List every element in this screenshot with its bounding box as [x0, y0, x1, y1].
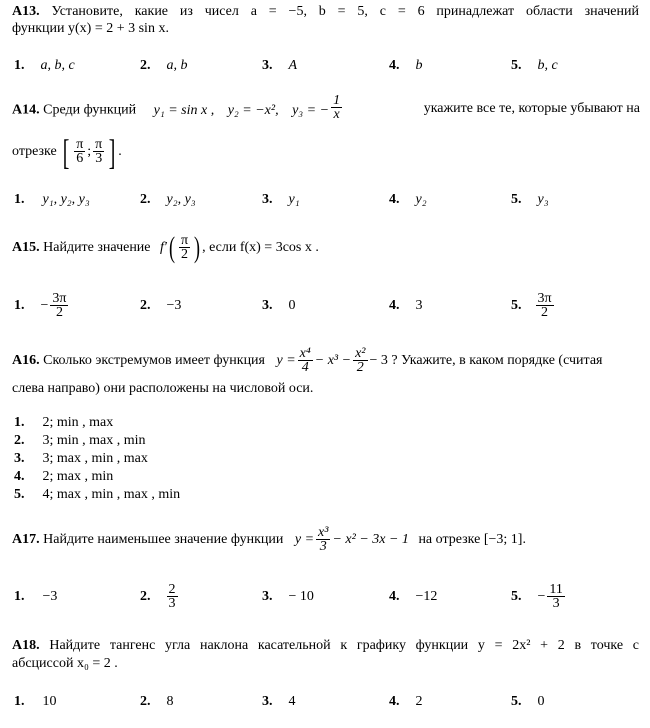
- option-5[interactable]: [511, 579, 567, 615]
- question-label: А16.: [12, 353, 40, 368]
- question-text-end: на отрезке [−3; 1].: [418, 532, 526, 547]
- fraction: [331, 94, 342, 121]
- numerator: x²: [355, 346, 366, 362]
- numerator: π: [180, 233, 189, 249]
- question-label: А18.: [12, 638, 40, 653]
- option-number: 3.: [262, 694, 273, 709]
- option-value: 3: [415, 298, 423, 313]
- option-1[interactable]: [14, 288, 70, 324]
- question-text: Среди функций: [43, 102, 137, 118]
- question-label: А15.: [12, 240, 40, 255]
- question-a17: [12, 522, 526, 558]
- fraction: [547, 583, 564, 610]
- bracket-right: ]: [108, 131, 116, 172]
- numerator: 1: [333, 93, 341, 108]
- option-number: 4.: [14, 469, 25, 484]
- option-value: 3; max , min , max: [42, 451, 148, 466]
- option-number: 2.: [140, 298, 151, 313]
- option-value: y₂: [415, 192, 427, 207]
- formula-fprime: f′: [160, 240, 167, 255]
- question-a14-line2: отрезке [ $\frac{\pi}{6}$ ; $\frac{\pi}{3}$ ] .: [12, 131, 122, 172]
- option-value: y₃: [537, 192, 549, 207]
- option-value: 2: [415, 694, 423, 709]
- option-sign: −: [537, 589, 546, 604]
- option-4[interactable]: [14, 468, 113, 486]
- option-value: b, c: [537, 58, 558, 73]
- option-number: 5.: [511, 192, 522, 207]
- option-1[interactable]: [14, 693, 57, 711]
- option-number: 5.: [511, 58, 522, 73]
- option-value: y₂, y₃: [166, 192, 196, 207]
- option-value: 0: [537, 694, 545, 709]
- question-text-end: укажите все те, которые убывают на: [423, 101, 640, 116]
- denominator: x: [331, 107, 342, 121]
- question-text: отрезке: [12, 144, 57, 159]
- option-3[interactable]: [262, 297, 296, 315]
- question-text-end: , если f(x) = 3cos x .: [202, 240, 319, 255]
- numerator: x⁴: [299, 346, 311, 362]
- option-value: 10: [42, 694, 57, 709]
- option-value: y₁, y₂, y₃: [42, 192, 90, 207]
- option-5[interactable]: [511, 57, 558, 75]
- option-4[interactable]: [389, 588, 437, 606]
- question-text: Найдите тангенс угла наклона касательной к графику функции y = 2x² + 2 в точке с: [49, 638, 640, 653]
- question-text: Найдите значение: [43, 240, 151, 255]
- option-3[interactable]: [262, 588, 314, 606]
- option-3[interactable]: [262, 693, 296, 711]
- option-value: y₁: [288, 192, 300, 207]
- option-value: a, b, c: [40, 58, 75, 73]
- question-label: А14.: [12, 102, 40, 118]
- option-number: 2.: [14, 433, 25, 448]
- option-number: 1.: [14, 589, 25, 604]
- option-value: 2; max , min: [42, 469, 114, 484]
- option-4[interactable]: [389, 297, 423, 315]
- numerator: 2: [168, 582, 176, 598]
- denominator: 3: [168, 596, 176, 612]
- paren-left: (: [168, 230, 175, 264]
- option-number: 4.: [389, 589, 400, 604]
- denominator: 2: [353, 360, 367, 374]
- question-a13-line2: функции y(x) = 2 + 3 sin x.: [12, 21, 169, 36]
- option-value: b: [415, 58, 423, 73]
- option-2[interactable]: [14, 432, 146, 450]
- option-5[interactable]: [14, 486, 180, 504]
- numerator: x³: [318, 525, 329, 541]
- fraction: [93, 138, 104, 165]
- formula-y1: y₁ = sin x ,: [153, 102, 215, 118]
- fraction: [179, 234, 190, 261]
- fraction: [50, 292, 68, 319]
- option-1[interactable]: [14, 191, 90, 209]
- option-number: 4.: [389, 694, 400, 709]
- question-text: Установите, какие из чисел a = −5, b = 5, c = 6 принадлежат области значений: [51, 4, 639, 19]
- option-number: 1.: [14, 415, 25, 430]
- option-number: 4.: [389, 192, 400, 207]
- option-1[interactable]: [14, 588, 57, 606]
- option-value: −3: [42, 589, 58, 604]
- option-value: 8: [166, 694, 174, 709]
- option-number: 3.: [262, 192, 273, 207]
- option-2[interactable]: [140, 297, 181, 315]
- option-value: 4; max , min , max , min: [42, 487, 181, 502]
- option-2[interactable]: [140, 579, 180, 615]
- option-number: 1.: [14, 694, 25, 709]
- option-number: 4.: [389, 58, 400, 73]
- fraction: [74, 138, 85, 165]
- option-3[interactable]: [262, 191, 300, 209]
- option-sign: −: [40, 298, 49, 313]
- denominator: 3: [316, 539, 330, 553]
- option-number: 5.: [14, 487, 25, 502]
- denominator: 2: [536, 305, 554, 319]
- denominator: 6: [74, 151, 85, 165]
- option-value: 4: [288, 694, 296, 709]
- option-5[interactable]: [511, 191, 549, 209]
- option-5[interactable]: [511, 693, 545, 711]
- option-number: 4.: [389, 298, 400, 313]
- question-a14: [12, 93, 640, 124]
- option-value: − 10: [288, 589, 314, 604]
- option-4[interactable]: [389, 57, 423, 75]
- option-4[interactable]: [389, 191, 427, 209]
- question-text: Сколько экстремумов имеет функция: [43, 353, 265, 368]
- option-value: A: [288, 58, 298, 73]
- formula-middle: − x³ −: [314, 353, 352, 368]
- option-value: 2; min , max: [42, 415, 114, 430]
- numerator: π: [76, 137, 84, 153]
- question-a13: [12, 3, 639, 21]
- option-number: 5.: [511, 589, 522, 604]
- paren-right: ): [194, 230, 201, 264]
- option-number: 2.: [140, 589, 151, 604]
- formula-y2: y₂ = −x²,: [227, 102, 279, 118]
- option-2[interactable]: [140, 191, 196, 209]
- option-number: 2.: [140, 694, 151, 709]
- option-number: 1.: [14, 298, 25, 313]
- option-value: 0: [288, 298, 296, 313]
- question-label: А13.: [12, 4, 40, 19]
- numerator: π: [95, 137, 103, 153]
- question-a16-line2: слева направо) они расположены на числовой оси.: [12, 381, 314, 396]
- option-value: 3; min , max , min: [42, 433, 146, 448]
- fraction: [536, 292, 554, 319]
- option-number: 3.: [14, 451, 25, 466]
- option-1[interactable]: [14, 414, 113, 432]
- option-3[interactable]: [14, 450, 148, 468]
- option-number: 5.: [511, 694, 522, 709]
- numerator: 3π: [537, 291, 552, 307]
- option-2[interactable]: [140, 693, 174, 711]
- question-a16: [12, 344, 640, 378]
- formula-y: y =: [294, 532, 315, 547]
- option-number: 5.: [511, 298, 522, 313]
- numerator: 11: [549, 582, 563, 598]
- option-number: 1.: [14, 58, 25, 73]
- option-number: 1.: [14, 192, 25, 207]
- option-number: 3.: [262, 58, 273, 73]
- question-label: А17.: [12, 532, 40, 547]
- denominator: 2: [50, 305, 68, 319]
- option-number: 2.: [140, 58, 151, 73]
- option-2[interactable]: [140, 57, 188, 75]
- option-number: 3.: [262, 589, 273, 604]
- option-value: a, b: [166, 58, 188, 73]
- bracket-left: [: [62, 131, 70, 172]
- option-5[interactable]: [511, 288, 556, 324]
- formula-y3: y₃ = −: [292, 102, 330, 118]
- question-text-end: − 3 ? Укажите, в каком порядке (считая: [369, 353, 603, 368]
- option-3[interactable]: [262, 57, 297, 75]
- option-1[interactable]: [14, 57, 75, 75]
- fraction: [167, 583, 178, 610]
- formula-rest: − x² − 3x − 1: [332, 532, 409, 547]
- denominator: 3: [547, 596, 564, 610]
- question-a18: [12, 637, 639, 655]
- denominator: 2: [179, 247, 190, 261]
- option-4[interactable]: [389, 693, 423, 711]
- fraction: [316, 526, 330, 553]
- option-number: 3.: [262, 298, 273, 313]
- fraction: [353, 347, 367, 374]
- question-text: Найдите наименьшее значение функции: [43, 532, 284, 547]
- option-value: −3: [166, 298, 182, 313]
- denominator: 4: [298, 360, 313, 374]
- question-a18-line2: абсциссой x₀ = 2 .: [12, 656, 118, 671]
- question-a15: [12, 229, 319, 267]
- formula-y: y =: [276, 353, 296, 368]
- denominator: 3: [93, 151, 104, 165]
- option-value: −12: [415, 589, 438, 604]
- numerator: 3π: [52, 291, 67, 307]
- fraction: [298, 347, 313, 374]
- option-number: 2.: [140, 192, 151, 207]
